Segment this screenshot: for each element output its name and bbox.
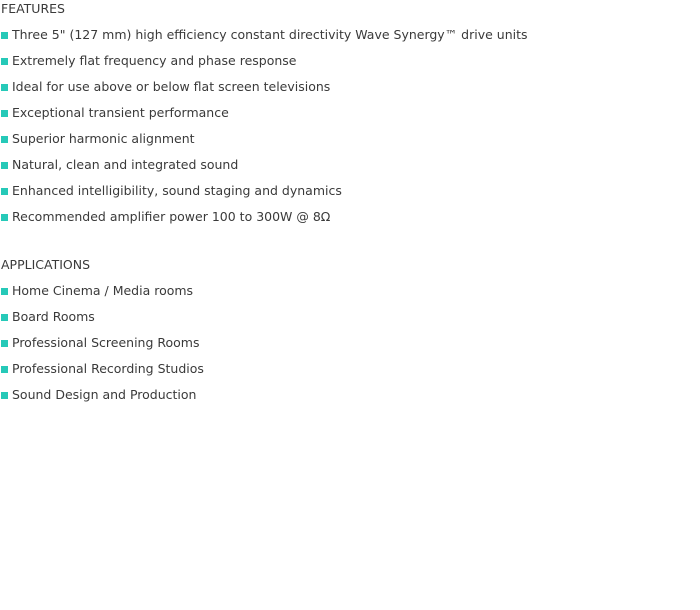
feature-item-text: Three 5" (127 mm) high efficiency constant directivity Wave Synergy™ drive units (12, 27, 528, 42)
applications-list (1, 282, 204, 412)
features-section (1, 0, 528, 234)
features-list (1, 26, 528, 234)
application-item-text: Professional Screening Rooms (12, 335, 200, 350)
application-item (1, 386, 204, 412)
application-item-text: Board Rooms (12, 309, 95, 324)
bullet-square-icon (1, 188, 8, 195)
application-item-text: Professional Recording Studios (12, 361, 204, 376)
feature-item-text: Recommended amplifier power 100 to 300W @ 8Ω (12, 209, 331, 224)
feature-item (1, 26, 528, 52)
bullet-square-icon (1, 162, 8, 169)
application-item-text: Sound Design and Production (12, 387, 197, 402)
feature-item-text: Exceptional transient performance (12, 105, 229, 120)
feature-item-text: Ideal for use above or below flat screen televisions (12, 79, 331, 94)
features-heading: FEATURES (1, 1, 65, 16)
feature-item (1, 52, 528, 78)
feature-item-text: Superior harmonic alignment (12, 131, 195, 146)
feature-item (1, 182, 528, 208)
application-item (1, 282, 204, 308)
bullet-square-icon (1, 84, 8, 91)
application-item-text: Home Cinema / Media rooms (12, 283, 194, 298)
bullet-square-icon (1, 314, 8, 321)
feature-item (1, 130, 528, 156)
bullet-square-icon (1, 340, 8, 347)
bullet-square-icon (1, 392, 8, 399)
bullet-square-icon (1, 32, 8, 39)
bullet-square-icon (1, 288, 8, 295)
bullet-square-icon (1, 58, 8, 65)
bullet-square-icon (1, 136, 8, 143)
feature-item (1, 208, 528, 234)
bullet-square-icon (1, 366, 8, 373)
bullet-square-icon (1, 214, 8, 221)
feature-item (1, 156, 528, 182)
application-item (1, 360, 204, 386)
application-item (1, 308, 204, 334)
applications-heading: APPLICATIONS (1, 257, 91, 272)
feature-item (1, 78, 528, 104)
application-item (1, 334, 204, 360)
feature-item-text: Extremely flat frequency and phase response (12, 53, 297, 68)
feature-item (1, 104, 528, 130)
feature-item-text: Natural, clean and integrated sound (12, 157, 239, 172)
applications-section (1, 256, 204, 412)
feature-item-text: Enhanced intelligibility, sound staging and dynamics (12, 183, 342, 198)
bullet-square-icon (1, 110, 8, 117)
